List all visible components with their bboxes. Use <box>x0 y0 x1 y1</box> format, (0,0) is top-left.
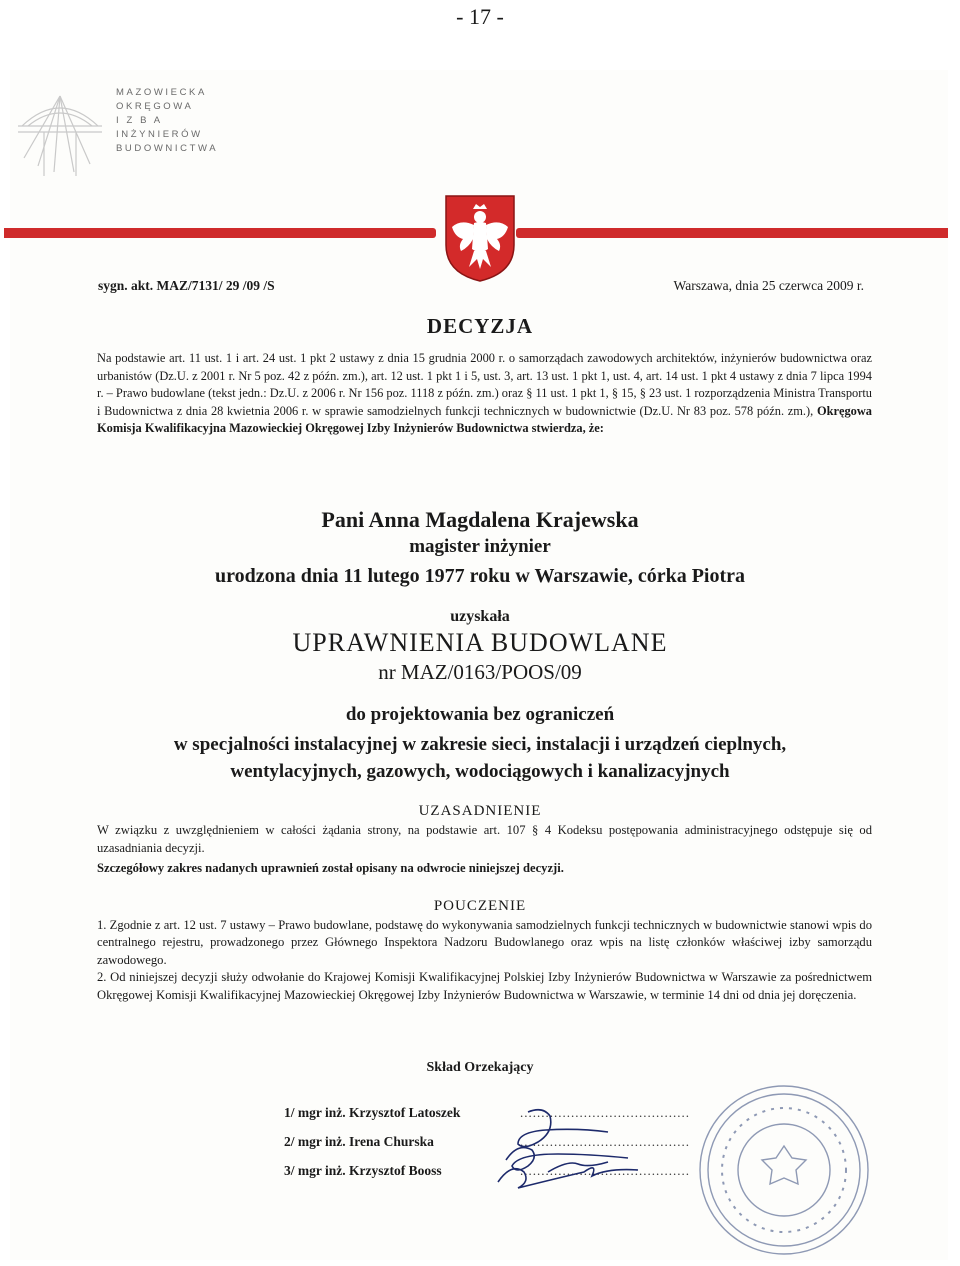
panel-members <box>284 1098 460 1185</box>
instruction-title: POUCZENIE <box>433 898 527 914</box>
recipient-birth-details: urodzona dnia 11 lutego 1977 roku w Warszawie, córka Piotra <box>214 565 746 587</box>
legal-basis-paragraph: Na podstawie art. 11 ust. 1 i art. 24 ust. 1 pkt 2 ustawy z dnia 15 grudnia 2000 r. o samorządach zawodowych architektów, inżynierów budownictwa oraz urbanistów (Dz.U. z 2001 r. Nr 5 poz. 42 z późn. zm.), art. 12 ust. 1 pkt 1 i 5, ust. 3, art. 13 ust. 1 pkt 1, ust. 4, art. 14 ust. 1 pkt 4 ustawy z dnia 7 lipca 1994 r. – Prawo budowlane (tekst jedn.: Dz.U. z 2006 r. Nr 156 poz. 1118 z późn. zm.) oraz § 11 ust. 1 pkt 1, § 15, § 23 ust. 1 rozporządzenia Ministra Transportu i Budownictwa z dnia 28 kwietnia 2006 r. w sprawie samodzielnych funkcji technicznych w budownictwie (Dz.U. Nr 83 poz. 578 późn. zm.), Okręgowa Komisja Kwalifikacyjna Mazowieckiej Okręgowej Izby Inżynierów Budownictwa stwierdza, że: <box>97 351 872 435</box>
permission-scope-line: w specjalności instalacyjnej w zakresie sieci, instalacji i urządzeń cieplnych, <box>173 734 787 755</box>
recipient-degree: magister inżynier <box>409 536 551 557</box>
obtained-label: uzyskała <box>450 608 510 625</box>
signature-icon <box>488 1102 708 1192</box>
permission-scope-line: wentylacyjnych, gazowych, wodociągowych i kanalizacyjnych <box>230 761 730 782</box>
justification-paragraph: W związku z uwzględnieniem w całości żądania strony, na podstawie art. 107 § 4 Kodeksu postępowania administracyjnego odstępuje się od uzasadniania decyzji. Szczegółowy zakres nadanych uprawnień został opisany na odwrocie niniejszej decyzji. <box>97 823 872 875</box>
page-number: - 17 - <box>456 4 504 29</box>
recipient-name: Pani Anna Magdalena Krajewska <box>321 507 639 532</box>
round-stamp-icon <box>694 1080 874 1260</box>
permission-number: nr MAZ/0163/POOS/09 <box>378 660 582 684</box>
signature-lines: ........................................ ........................................ ........................................ <box>520 1105 690 1178</box>
panel-member: 2/ mgr inż. Irena Churska <box>284 1134 434 1149</box>
document-title: DECYZJA <box>426 314 534 338</box>
panel-title: Skład Orzekający <box>426 1060 534 1075</box>
panel-member: 3/ mgr inż. Krzysztof Booss <box>284 1163 442 1178</box>
panel-member: 1/ mgr inż. Krzysztof Latoszek <box>284 1105 461 1120</box>
permission-scope-line: do projektowania bez ograniczeń <box>345 704 615 725</box>
place-and-date: Warszawa, dnia 25 czerwca 2009 r. <box>673 278 864 293</box>
bridge-logo-icon <box>14 86 106 178</box>
permission-title: UPRAWNIENIA BUDOWLANE <box>292 628 668 657</box>
case-reference: sygn. akt. MAZ/7131/ 29 /09 /S <box>98 278 275 293</box>
instruction-item: 1. Zgodnie z art. 12 ust. 7 ustawy – Prawo budowlane, podstawę do wykonywania samodzielnych funkcji technicznych w budownictwie stanowi wpis do centralnego rejestru, prowadzonego przez Głównego Inspektora Nadzoru Budowlanego oraz wpis na listę członków właściwej izby samorządu zawodowego. <box>97 918 872 967</box>
justification-title: UZASADNIENIE <box>418 803 542 819</box>
issuer-name: MAZOWIECKA OKRĘGOWA I Z B A INŻYNIERÓW BUDOWNICTWA <box>116 87 219 154</box>
polish-eagle-emblem-icon <box>443 193 517 283</box>
instruction-paragraph <box>97 917 872 1004</box>
instruction-item: 2. Od niniejszej decyzji służy odwołanie do Krajowej Komisji Kwalifikacyjnej Polskiej Izby Inżynierów Budownictwa w Warszawie za pośrednictwem Okręgowej Komisji Kwalifikacyjnej Mazowieckiej Okręgowej Izby Inżynierów Budownictwa w Warszawie, w terminie 14 dni od dnia jej doręczenia. <box>97 970 872 1002</box>
